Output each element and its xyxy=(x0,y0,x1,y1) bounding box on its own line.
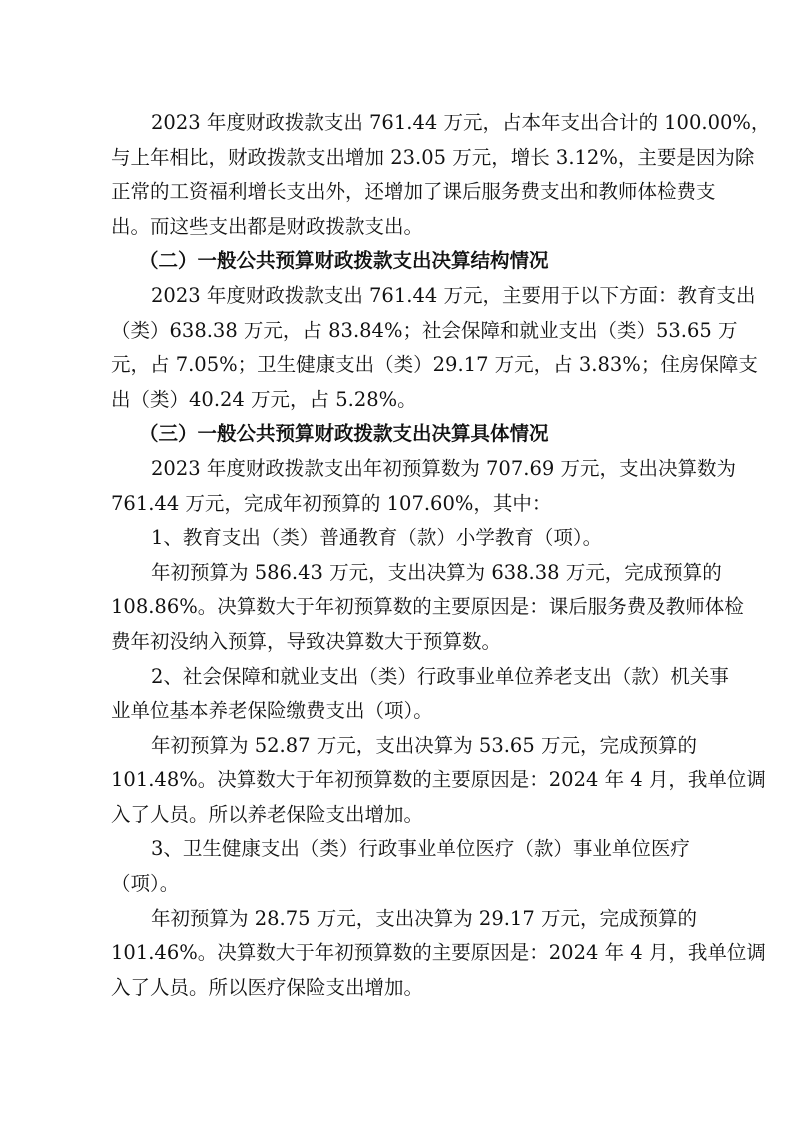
text-line: （项）。 xyxy=(111,872,180,896)
text-line: 入了人员。所以养老保险支出增加。 xyxy=(111,802,424,826)
text-line: 2023 年度财政拨款支出 761.44 万元，主要用于以下方面：教育支出 xyxy=(151,283,756,307)
paragraph xyxy=(111,729,766,833)
document-page xyxy=(111,106,771,1005)
text-line: 2023 年度财政拨款支出年初预算数为 707.69 万元，支出决算数为 xyxy=(151,456,736,480)
paragraph xyxy=(111,279,758,417)
paragraph xyxy=(111,556,744,660)
paragraph xyxy=(111,452,736,521)
text-line: 元，占 7.05%；卫生健康支出（类）29.17 万元，占 3.83%；住房保障支 xyxy=(111,353,758,377)
text-line: 2023 年度财政拨款支出 761.44 万元，占本年支出合计的 100.00%， xyxy=(151,111,771,134)
text-line: 101.46%。决算数大于年初预算数的主要原因是：2024 年 4 月，我单位调 xyxy=(111,941,766,965)
text-line: 入了人员。所以医疗保险支出增加。 xyxy=(111,975,424,999)
text-line: 年初预算为 586.43 万元，支出决算为 638.38 万元，完成预算的 xyxy=(151,560,722,584)
text-line: 年初预算为 28.75 万元，支出决算为 29.17 万元，完成预算的 xyxy=(151,906,697,930)
paragraph xyxy=(111,832,690,901)
text-line: 3、卫生健康支出（类）行政事业单位医疗（款）事业单位医疗 xyxy=(151,837,690,861)
paragraph xyxy=(111,106,771,244)
text-line: （类）638.38 万元，占 83.84%；社会保障和就业支出（类）53.65 万 xyxy=(111,318,738,342)
text-line: 101.48%。决算数大于年初预算数的主要原因是：2024 年 4 月，我单位调 xyxy=(111,768,766,792)
text-line: （三）一般公共预算财政拨款支出决算具体情况 xyxy=(139,422,549,446)
text-line: 2、社会保障和就业支出（类）行政事业单位养老支出（款）机关事 xyxy=(151,664,729,688)
text-line: 费年初没纳入预算，导致决算数大于预算数。 xyxy=(111,629,502,653)
text-line: 出（类）40.24 万元，占 5.28%。 xyxy=(111,387,417,411)
text-line: 正常的工资福利增长支出外，还增加了课后服务费支出和教师体检费支 xyxy=(111,180,716,204)
text-line: 与上年相比，财政拨款支出增加 23.05 万元，增长 3.12%，主要是因为除 xyxy=(111,145,755,169)
text-line: （二）一般公共预算财政拨款支出决算结构情况 xyxy=(139,249,549,273)
text-line: 1、教育支出（类）普通教育（款）小学教育（项）。 xyxy=(151,526,603,550)
text-line: 761.44 万元，完成年初预算的 107.60%，其中： xyxy=(111,491,552,515)
section-heading xyxy=(111,417,682,452)
paragraph xyxy=(111,521,682,556)
paragraph xyxy=(111,902,766,1006)
text-line: 出。而这些支出都是财政拨款支出。 xyxy=(111,214,424,238)
text-line: 108.86%。决算数大于年初预算数的主要原因是：课后服务费及教师体检 xyxy=(111,595,744,619)
paragraph xyxy=(111,660,729,729)
text-line: 业单位基本养老保险缴费支出（项）。 xyxy=(111,699,433,723)
text-line: 年初预算为 52.87 万元，支出决算为 53.65 万元，完成预算的 xyxy=(151,733,697,757)
section-heading xyxy=(111,244,682,279)
